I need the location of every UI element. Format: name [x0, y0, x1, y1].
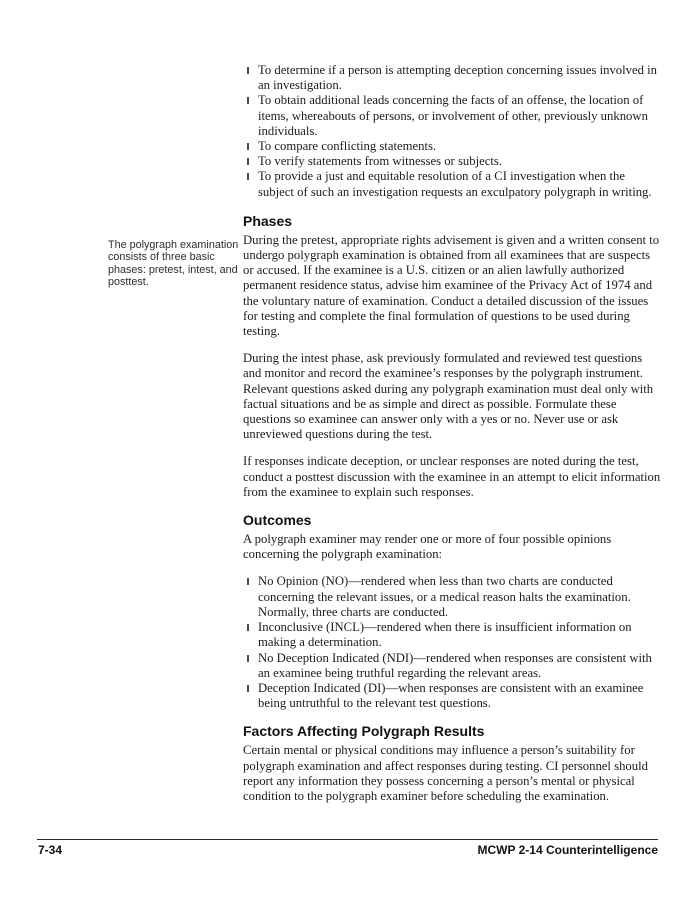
bullet-tick-icon — [247, 143, 249, 150]
purpose-bullet-list — [243, 63, 663, 200]
list-item — [243, 63, 663, 93]
list-item-text: No Deception Indicated (NDI)—rendered when responses are consistent with an examinee being truthful regarding the relevant areas. — [258, 650, 652, 680]
bullet-tick-icon — [247, 624, 249, 631]
list-item — [243, 651, 663, 681]
bullet-tick-icon — [247, 67, 249, 74]
list-item-text: To provide a just and equitable resolution of a CI investigation when the subject of such an investigation requests an exculpatory polygraph in writing. — [258, 169, 652, 199]
bullet-tick-icon — [247, 158, 249, 165]
list-item — [243, 169, 663, 199]
list-item-text: To obtain additional leads concerning the facts of an offense, the location of items, whereabouts of persons, or involvement of other, previously unknown individuals. — [258, 93, 648, 138]
paragraph: A polygraph examiner may render one or more of four possible opinions concerning the polygraph examination: — [243, 532, 612, 562]
list-item-text: To compare conflicting statements. — [258, 139, 437, 154]
paragraph: During the pretest, appropriate rights advisement is given and a written consent to undergo polygraph examination is obtained from all examinees that are suspects or accused. If the examinee is a U.S. citizen or an alien lawfully authorized permanent residence status, advise him examinee of the Privacy Act of 1974 and the voluntary nature of examination. Conduct a detailed discussion of the issues for testing and complete the final formulation of questions to be used during testing. — [243, 232, 660, 339]
list-item — [243, 681, 663, 711]
list-item-text: No Opinion (NO)—rendered when less than two charts are conducted concerning the relevant issues, or a medical reason halts the examination. Normally, three charts are conducted. — [258, 574, 631, 619]
list-item-text: Inconclusive (INCL)—rendered when there is insufficient information on making a determination. — [258, 620, 632, 650]
main-column — [243, 63, 663, 816]
list-item-text: Deception Indicated (DI)—when responses are consistent with an examinee being untruthful to the relevant test questions. — [258, 680, 644, 711]
margin-note-text: The polygraph examination consists of three basic phases: pretest, intest, and posttest. — [108, 239, 239, 288]
section-heading-factors: Factors Affecting Polygraph Results — [243, 723, 485, 740]
paragraph: If responses indicate deception, or unclear responses are noted during the test, conduct a posttest discussion with the examinee in an attempt to elicit information from the examinee to explain such responses. — [243, 454, 661, 499]
bullet-tick-icon — [247, 173, 249, 180]
bullet-tick-icon — [247, 685, 249, 692]
list-item — [243, 154, 663, 169]
outcomes-bullet-list — [243, 574, 663, 711]
list-item — [243, 574, 663, 620]
bullet-tick-icon — [247, 97, 249, 104]
list-item — [243, 139, 663, 154]
paragraph: Certain mental or physical conditions may influence a person’s suitability for polygraph examination and affect responses during testing. CI personnel should report any information they possess concerning a person’s mental or physical condition to the polygraph examiner before scheduling the examination. — [243, 743, 648, 803]
footer-doc-title: MCWP 2-14 Counterintelligence — [477, 843, 658, 857]
margin-note — [108, 239, 244, 288]
list-item — [243, 620, 663, 650]
paragraph: During the intest phase, ask previously formulated and reviewed test questions and monitor and record the examinee’s responses by the polygraph instrument. Relevant questions asked during any polygraph examination must deal only with factual situations and be as simple and direct as possible. Formulate these questions so examinee can answer only with a yes or no. Never use or ask unreviewed questions during the test. — [243, 351, 654, 442]
bullet-tick-icon — [247, 655, 249, 662]
list-item — [243, 93, 663, 139]
bullet-tick-icon — [247, 578, 249, 585]
list-item-text: To determine if a person is attempting deception concerning issues involved in an investigation. — [258, 63, 658, 93]
footer-page-number: 7-34 — [38, 843, 63, 857]
section-heading-outcomes: Outcomes — [243, 512, 312, 529]
list-item-text: To verify statements from witnesses or subjects. — [258, 154, 502, 169]
section-heading-phases: Phases — [243, 212, 293, 229]
footer-divider — [37, 839, 658, 840]
